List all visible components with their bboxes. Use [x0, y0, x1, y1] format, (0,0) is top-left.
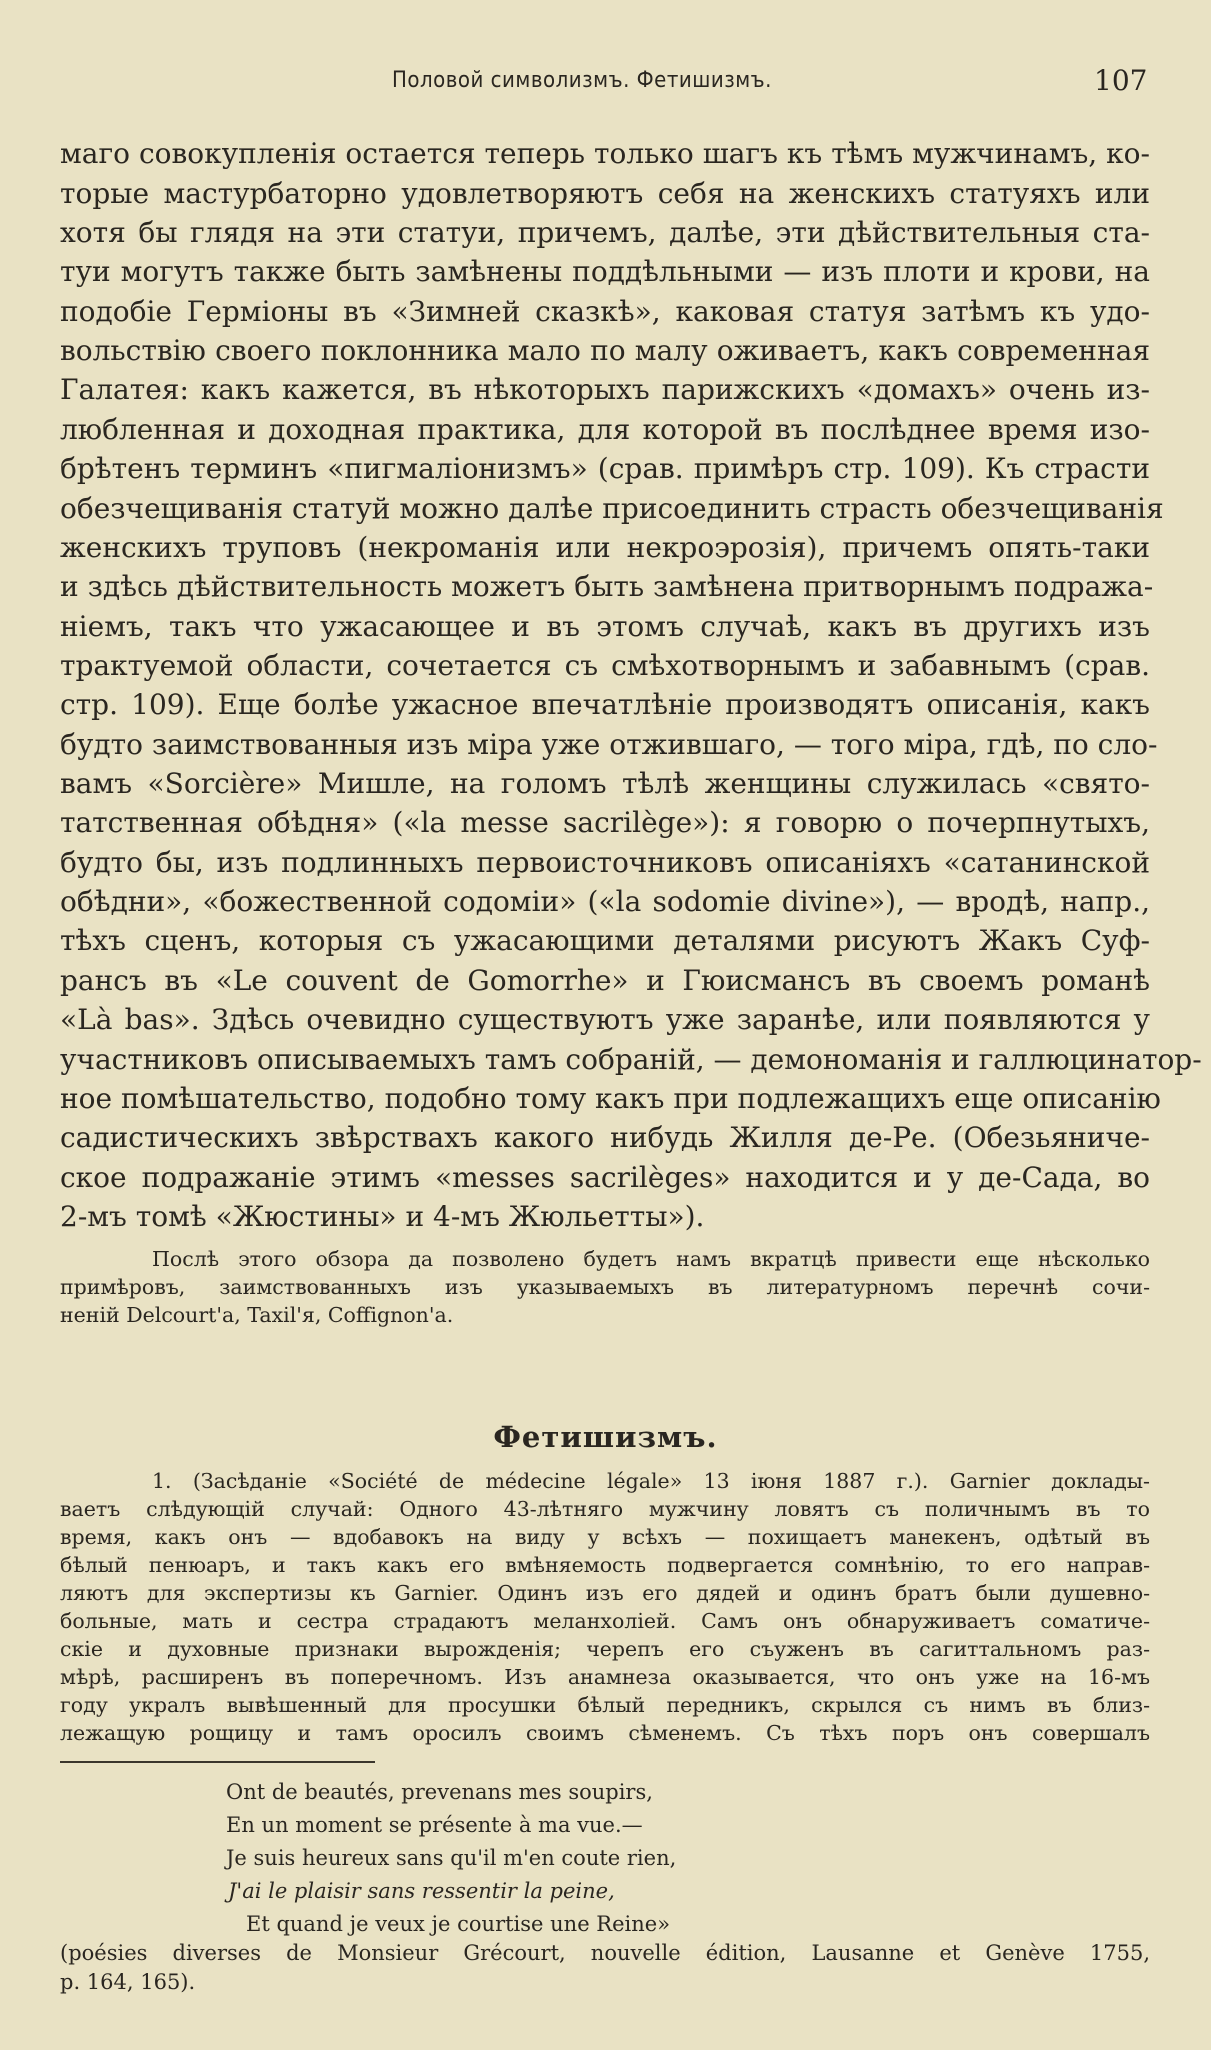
section-heading: Фетишизмъ.: [493, 1420, 718, 1454]
body-line: будто бы, изъ подлинныхъ первоисточниковъ описаніяхъ «сатанинской: [60, 846, 1150, 879]
body-line: торые мастурбаторно удовлетворяютъ себя на женскихъ статуяхъ или: [60, 177, 1150, 210]
body-line: и здѣсь дѣйствительность можетъ быть замѣнена притворнымъ подража-: [60, 570, 1154, 603]
case-line: 1. (Засѣданіе «Société de médecine légale» 13 іюня 1887 г.). Garnier доклады-: [152, 1469, 1150, 1493]
case-line: скіе и духовные признаки вырожденія; черепъ его съуженъ въ сагиттальномъ раз-: [60, 1637, 1150, 1661]
case-line: ваетъ слѣдующій случай: Одного 43-лѣтняго мужчину ловятъ съ поличнымъ въ то: [60, 1497, 1150, 1521]
note-line: неній Delcourt'a, Taxil'я, Coffignon'a.: [60, 1303, 454, 1327]
verse-line: J'ai le plaisir sans ressentir la peine,: [228, 1879, 615, 1903]
body-line: Галатея: какъ кажется, въ нѣкоторыхъ парижскихъ «домахъ» очень из-: [60, 373, 1150, 406]
body-line: 2-мъ томѣ «Жюстины» и 4-мъ Жюльетты»).: [60, 1200, 705, 1233]
case-line: ляютъ для экспертизы къ Garnier. Одинъ изъ его дядей и одинъ братъ были душевно-: [60, 1581, 1150, 1605]
case-line: время, какъ онъ — вдобавокъ на виду у всѣхъ — похищаетъ манекенъ, одѣтый въ: [60, 1525, 1150, 1549]
body-line: ніемъ, такъ что ужасающее и въ этомъ случаѣ, какъ въ другихъ изъ: [60, 610, 1150, 643]
body-line: обѣдни», «божественной содоміи» («la sodomie divine»), — вродѣ, напр.,: [60, 885, 1150, 918]
verse-line: Ont de beautés, prevenans mes soupirs,: [226, 1780, 653, 1804]
body-line: трактуемой области, сочетается съ смѣхотворнымъ и забавнымъ (срав.: [60, 649, 1150, 682]
note-line: примѣровъ, заимствованныхъ изъ указываемыхъ въ литературномъ перечнѣ сочи-: [60, 1275, 1150, 1299]
body-line: «Là bas». Здѣсь очевидно существуютъ уже заранѣе, или появляются у: [60, 1003, 1150, 1036]
source-line: p. 164, 165).: [60, 1970, 196, 1994]
body-line: вамъ «Sorcière» Мишле, на голомъ тѣлѣ женщины служилась «свято-: [60, 767, 1150, 800]
verse-line: En un moment se présente à ma vue.—: [226, 1813, 643, 1837]
body-line: тѣхъ сценъ, которыя съ ужасающими деталями рисуютъ Жакъ Суф-: [60, 924, 1150, 957]
body-line: туи могутъ также быть замѣнены поддѣльными — изъ плоти и крови, на: [60, 255, 1150, 288]
body-line: обезчещиванія статуй можно далѣе присоединить страсть обезчещиванія: [60, 492, 1164, 525]
page-number: 107: [1094, 64, 1148, 97]
body-line: ное помѣшательство, подобно тому какъ при подлежащихъ еще описанію: [60, 1082, 1161, 1115]
body-line: татственная обѣдня» («la messe sacrilège»): я говорю о почерпнутыхъ,: [60, 806, 1150, 839]
case-line: году укралъ вывѣшенный для просушки бѣлый передникъ, скрылся съ нимъ въ близ-: [60, 1693, 1150, 1717]
note-line: Послѣ этого обзора да позволено будетъ намъ вкратцѣ привести еще нѣсколько: [152, 1247, 1150, 1271]
body-line: участниковъ описываемыхъ тамъ собраній, — демономанія и галлюцинатор-: [60, 1043, 1202, 1076]
body-line: рансъ въ «Le couvent de Gomorrhe» и Гюисмансъ въ своемъ романѣ: [60, 964, 1150, 997]
body-line: будто заимствованныя изъ міра уже отжившаго, — того міра, гдѣ, по сло-: [60, 728, 1158, 761]
body-line: маго совокупленія остается теперь только шагъ къ тѣмъ мужчинамъ, ко-: [60, 137, 1150, 170]
body-line: вольствію своего поклонника мало по малу оживаетъ, какъ современная: [60, 334, 1150, 367]
source-line: (poésies diverses de Monsieur Grécourt, nouvelle édition, Lausanne et Genève 1755,: [60, 1941, 1150, 1965]
body-line: любленная и доходная практика, для которой въ послѣднее время изо-: [60, 413, 1150, 446]
body-line: подобіе Герміоны въ «Зимней сказкѣ», каковая статуя затѣмъ къ удо-: [60, 295, 1150, 328]
case-line: мѣрѣ, расширенъ въ поперечномъ. Изъ анамнеза оказывается, что онъ уже на 16-мъ: [60, 1665, 1150, 1689]
body-line: стр. 109). Еще болѣе ужасное впечатлѣніе производятъ описанія, какъ: [60, 688, 1150, 721]
body-line: хотя бы глядя на эти статуи, причемъ, далѣе, эти дѣйствительныя ста-: [60, 216, 1150, 249]
body-line: садистическихъ звѣрствахъ какого нибудь Жилля де-Ре. (Обезьяничe-: [60, 1121, 1150, 1154]
body-line: ское подражаніе этимъ «messes sacrilèges» находится и у де-Сада, во: [60, 1161, 1150, 1194]
case-line: лежащую рощицу и тамъ оросилъ своимъ сѣменемъ. Съ тѣхъ поръ онъ совершалъ: [60, 1721, 1150, 1745]
running-head: [0, 62, 1211, 102]
footnote-rule: [60, 1761, 375, 1763]
case-line: больные, мать и сестра страдаютъ меланхоліей. Самъ онъ обнаруживаетъ соматиче-: [60, 1609, 1150, 1633]
verse-line: Je suis heureux sans qu'il m'en coute rien,: [226, 1846, 677, 1870]
case-line: бѣлый пенюаръ, и такъ какъ его вмѣняемость подвергается сомнѣнію, то его направ-: [60, 1553, 1150, 1577]
body-line: женскихъ труповъ (некроманія или некроэрозія), причемъ опять-таки: [60, 531, 1150, 564]
verse-line: Et quand je veux je courtise une Reine»: [246, 1912, 671, 1936]
body-line: брѣтенъ терминъ «пигмаліонизмъ» (срав. примѣръ стр. 109). Къ страсти: [60, 452, 1150, 485]
running-title: Половой символизмъ. Фетишизмъ.: [392, 68, 772, 93]
